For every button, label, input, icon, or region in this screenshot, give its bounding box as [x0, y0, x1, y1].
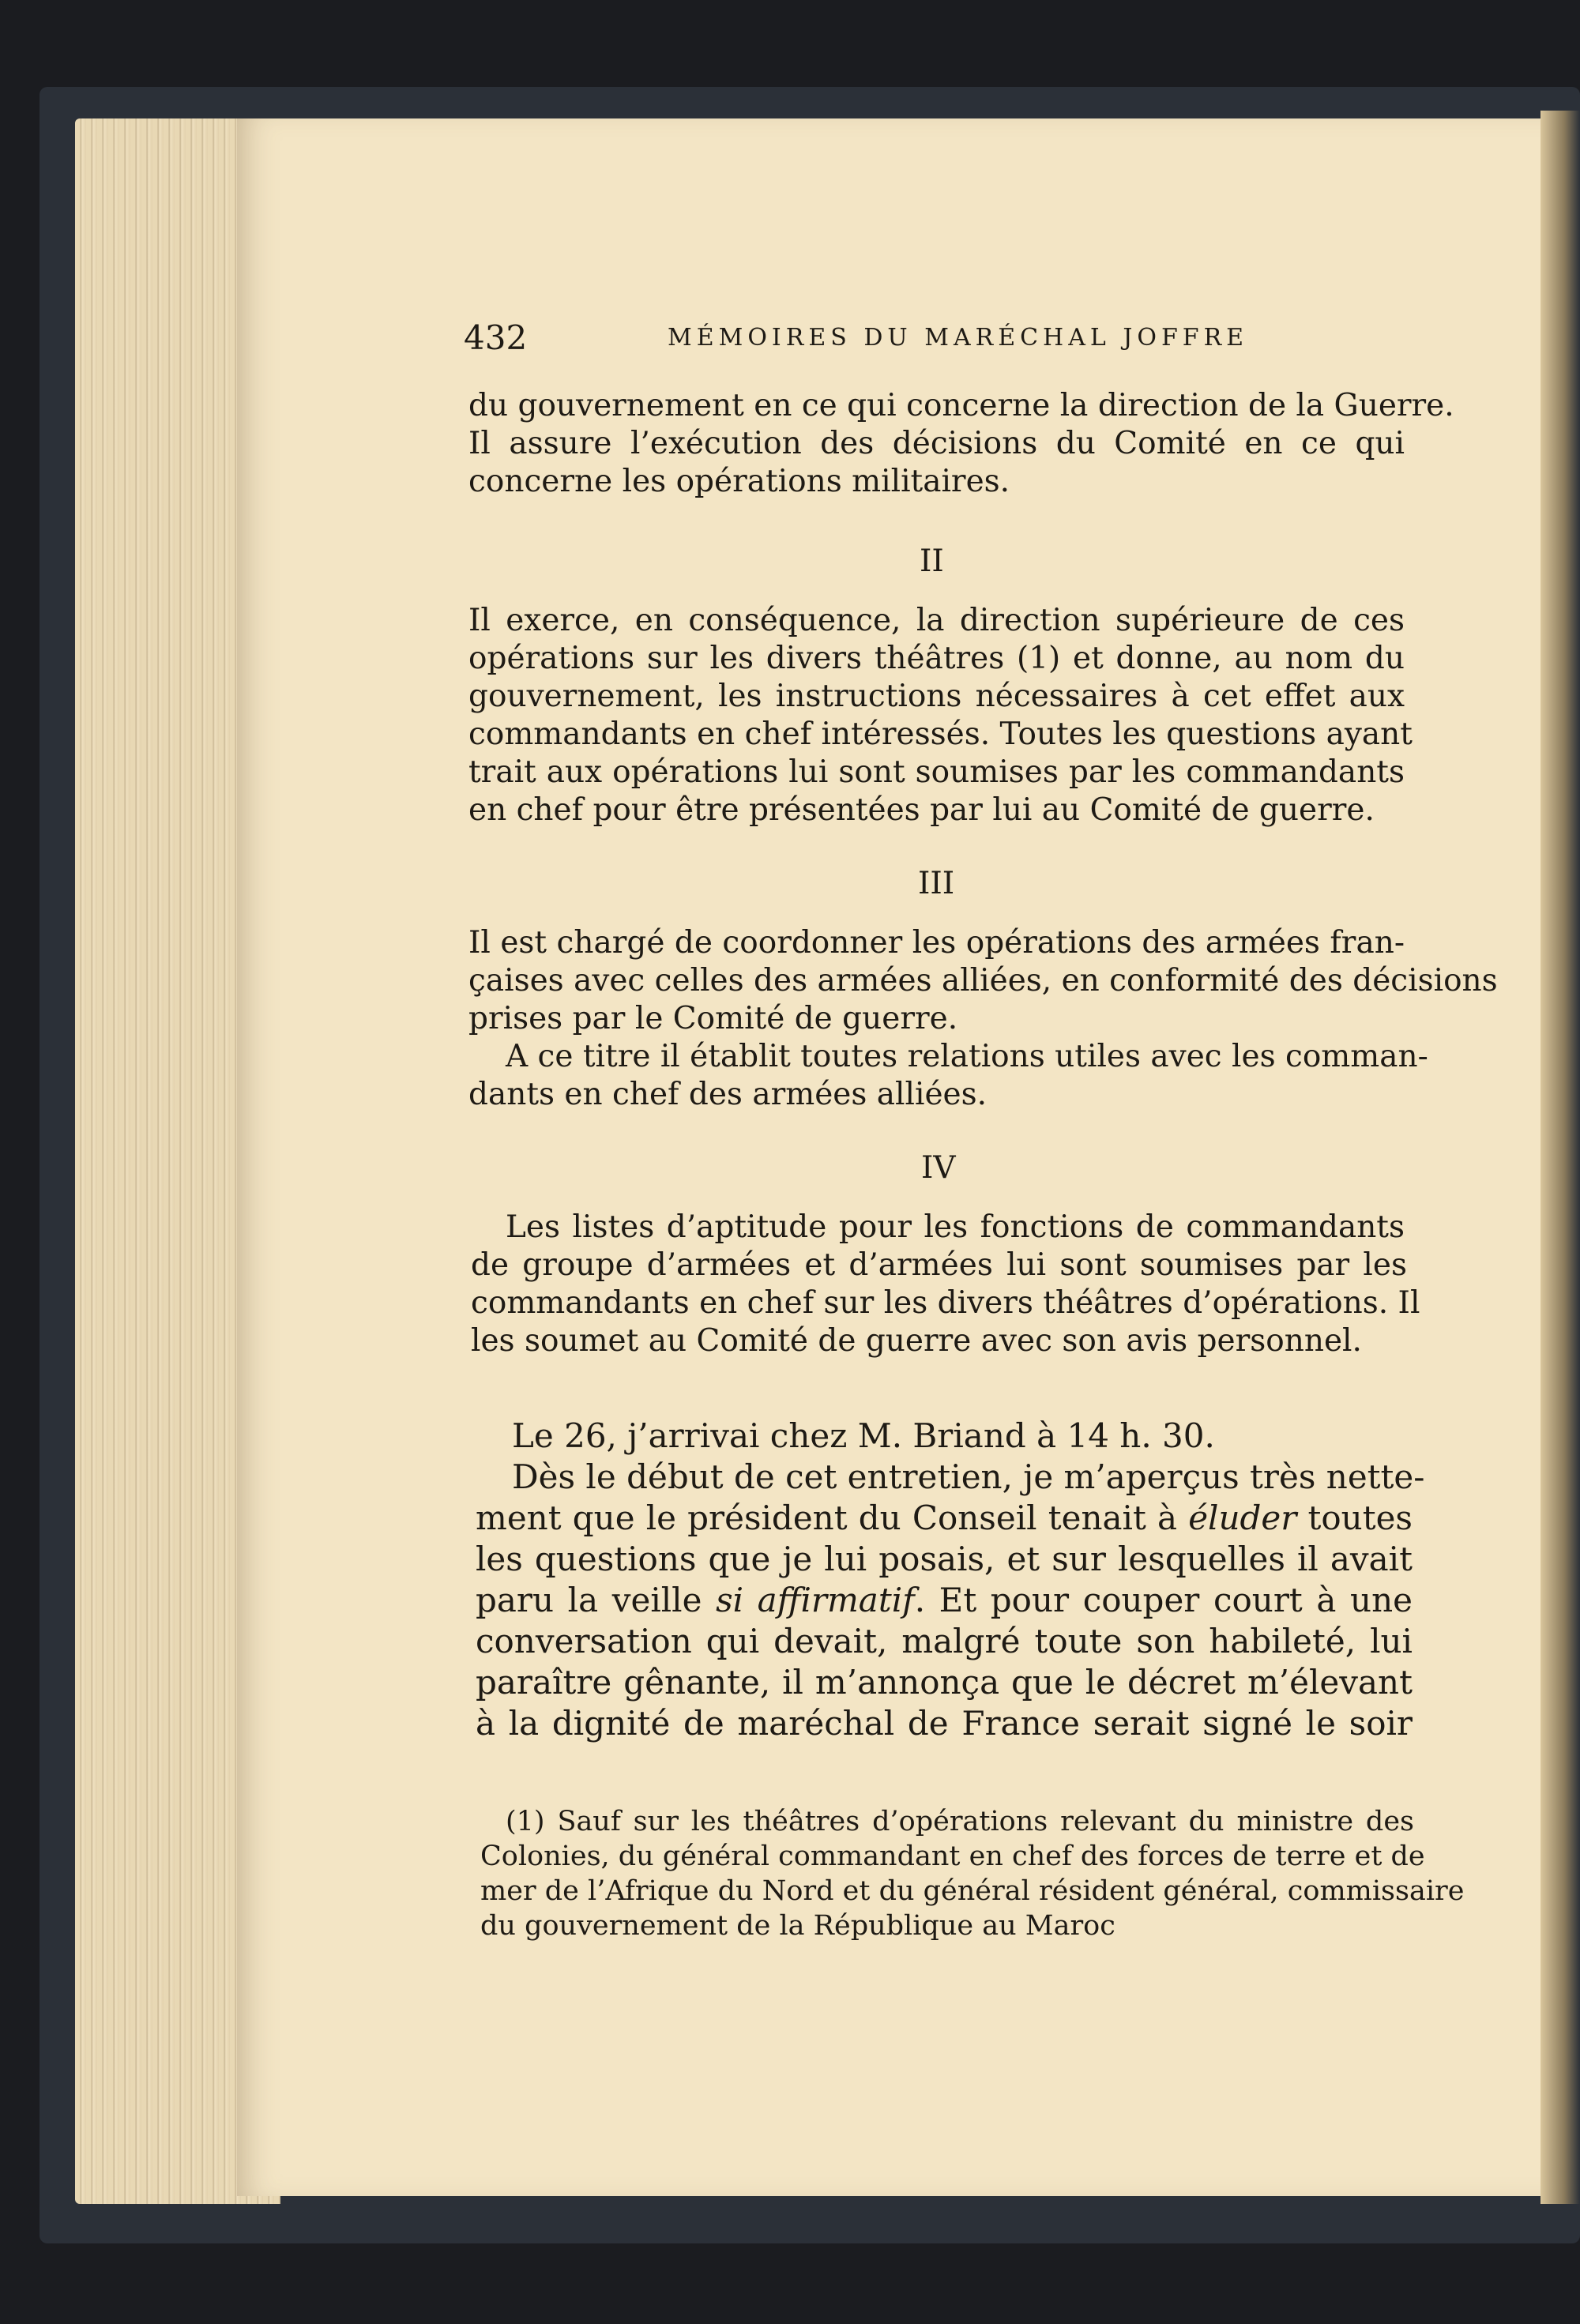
narrative-line: à la dignité de maréchal de France serait signé le soir [476, 1704, 1413, 1743]
paragraph-line: prises par le Comité de guerre. [468, 1001, 958, 1036]
section-numeral: II [920, 543, 944, 579]
paragraph-line: commandants en chef sur les divers théâtres d’opérations. Il [471, 1285, 1420, 1321]
footnote-line: mer de l’Afrique du Nord et du général résident général, commissaire [480, 1875, 1465, 1907]
paragraph-line: de groupe d’armées et d’armées lui sont soumises par les [471, 1247, 1407, 1283]
narrative-line: paru la veille si affirmatif. Et pour couper court à une [476, 1581, 1413, 1619]
paragraph-line: en chef pour être présentées par lui au Comité de guerre. [468, 792, 1375, 828]
footnote-line: Colonies, du général commandant en chef des forces de terre et de [480, 1841, 1425, 1872]
narrative-line: Le 26, j’arrivai chez M. Briand à 14 h. 30. [512, 1416, 1215, 1455]
narrative-line: conversation qui devait, malgré toute son habileté, lui [476, 1622, 1413, 1660]
paragraph-line: Il est chargé de coordonner les opérations des armées fran- [468, 925, 1405, 961]
paragraph-line: les soumet au Comité de guerre avec son avis personnel. [471, 1323, 1362, 1359]
narrative-line: les questions que je lui posais, et sur lesquelles il avait [476, 1540, 1413, 1578]
section-numeral: IV [921, 1150, 956, 1186]
narrative-line: paraître gênante, il m’annonça que le décret m’élevant [476, 1663, 1413, 1702]
running-title: MÉMOIRES DU MARÉCHAL JOFFRE [668, 324, 1249, 352]
paragraph-line: dants en chef des armées alliées. [468, 1077, 988, 1112]
paragraph-line: commandants en chef intéressés. Toutes les questions ayant [468, 716, 1413, 752]
narrative-line: Dès le début de cet entretien, je m’aperçus très nette- [512, 1457, 1425, 1496]
right-page-edge [1540, 111, 1580, 2204]
section-numeral: III [918, 866, 955, 901]
page-number: 432 [464, 318, 528, 357]
footnote-line: (1) Sauf sur les théâtres d’opérations relevant du ministre des [506, 1806, 1414, 1837]
paragraph-line: concerne les opérations militaires. [468, 464, 1010, 499]
paragraph-line: Les listes d’aptitude pour les fonctions de commandants [506, 1209, 1405, 1245]
paragraph-line: A ce titre il établit toutes relations utiles avec les comman- [506, 1039, 1428, 1074]
paragraph-line: Il exerce, en conséquence, la direction supérieure de ces [468, 603, 1405, 638]
paragraph-line: çaises avec celles des armées alliées, en conformité des décisions [468, 963, 1498, 998]
narrative-line: ment que le président du Conseil tenait à éluder toutes [476, 1499, 1413, 1537]
paragraph-line: du gouvernement en ce qui concerne la direction de la Guerre. [468, 388, 1454, 423]
paragraph-line: gouvernement, les instructions nécessaires à cet effet aux [468, 679, 1405, 714]
paragraph-line: Il assure l’exécution des décisions du Comité en ce qui [468, 426, 1405, 461]
footnote-line: du gouvernement de la République au Maroc [480, 1910, 1115, 1942]
paragraph-line: trait aux opérations lui sont soumises par les commandants [468, 754, 1405, 790]
paragraph-line: opérations sur les divers théâtres (1) et donne, au nom du [468, 641, 1405, 676]
